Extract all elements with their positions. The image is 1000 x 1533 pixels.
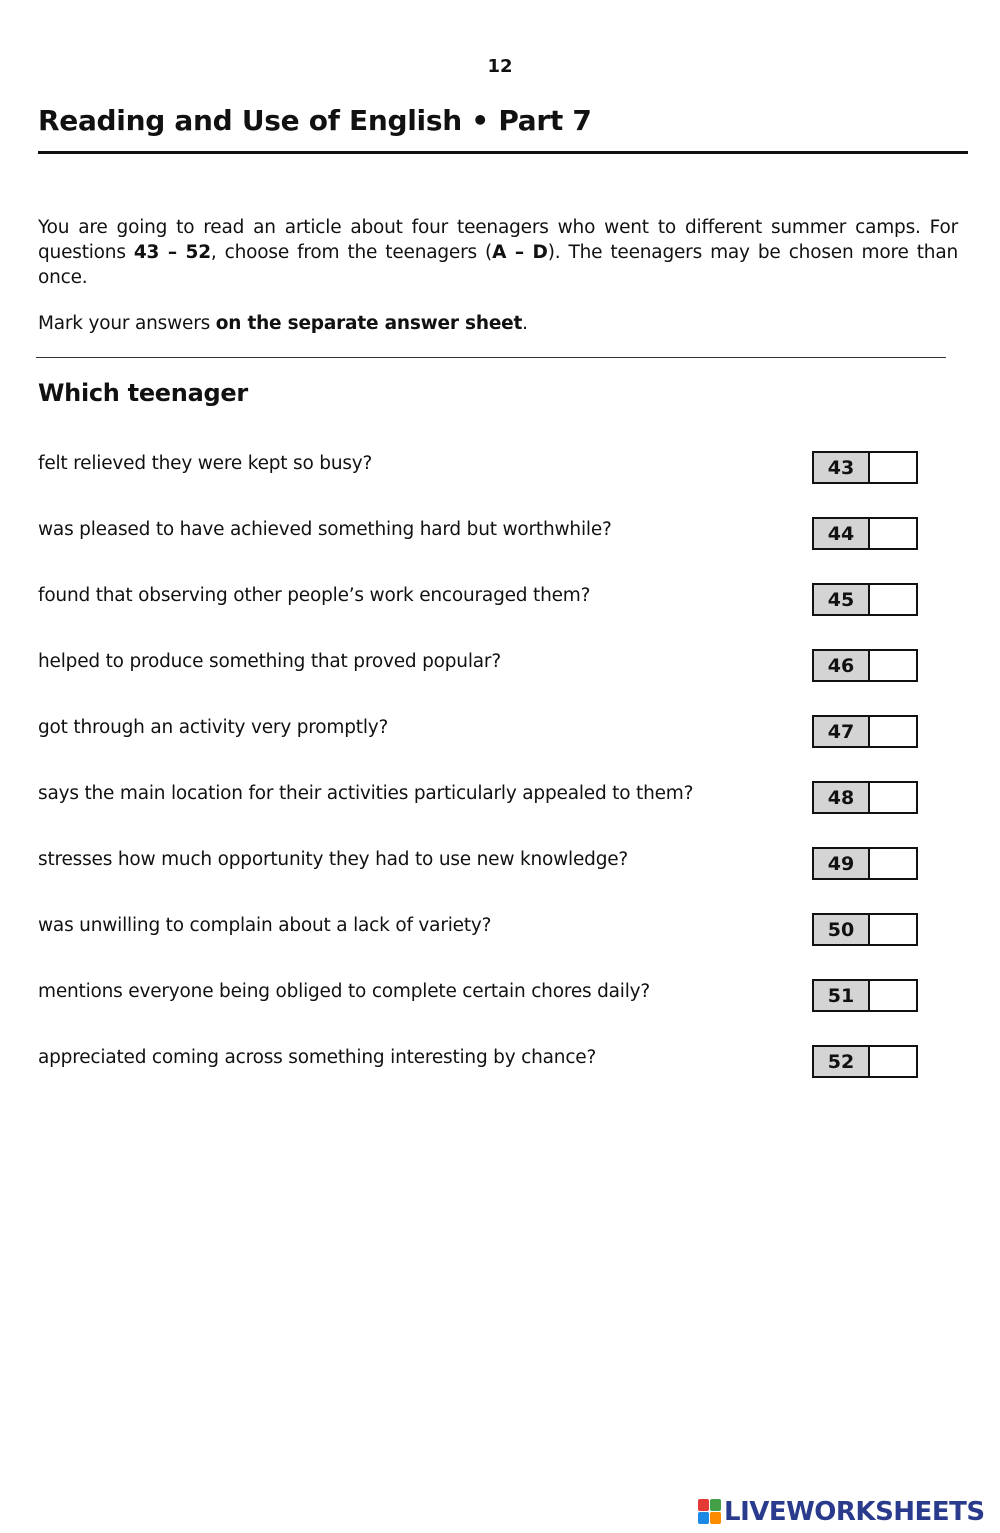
answer-box (812, 979, 918, 1012)
question-text: says the main location for their activities particularly appealed to them? (38, 783, 694, 804)
answer-input[interactable] (870, 849, 916, 878)
liveworksheets-logo-text: LIVEWORKSHEETS (724, 1497, 985, 1527)
answer-number: 49 (814, 849, 870, 878)
question-text: got through an activity very promptly? (38, 717, 389, 738)
question-row (0, 585, 1000, 621)
question-row (0, 849, 1000, 885)
answer-number: 47 (814, 717, 870, 746)
answer-number: 51 (814, 981, 870, 1010)
question-row (0, 519, 1000, 555)
answer-input[interactable] (870, 651, 916, 680)
answer-number: 43 (814, 453, 870, 482)
instructions-text-3: ). The teenagers may be chosen more than once. (38, 242, 958, 288)
instructions-letter-range: A – D (492, 242, 548, 263)
answer-number: 52 (814, 1047, 870, 1076)
answer-box (812, 451, 918, 484)
question-row (0, 717, 1000, 753)
question-text: felt relieved they were kept so busy? (38, 453, 373, 474)
questions-heading: Which teenager (38, 379, 248, 407)
answer-box (812, 913, 918, 946)
answer-input[interactable] (870, 717, 916, 746)
question-row (0, 1047, 1000, 1083)
answer-box (812, 1045, 918, 1078)
answer-box (812, 715, 918, 748)
answer-input[interactable] (870, 783, 916, 812)
mark-answers-suffix: . (522, 313, 528, 334)
answer-box (812, 847, 918, 880)
answer-number: 44 (814, 519, 870, 548)
answer-input[interactable] (870, 981, 916, 1010)
question-row (0, 453, 1000, 489)
answer-input[interactable] (870, 585, 916, 614)
mark-answers-prefix: Mark your answers (38, 313, 216, 334)
question-row (0, 981, 1000, 1017)
mark-answers-instruction (38, 313, 528, 334)
question-row (0, 783, 1000, 819)
instructions-divider (36, 357, 946, 358)
answer-number: 46 (814, 651, 870, 680)
question-text: stresses how much opportunity they had to use new knowledge? (38, 849, 629, 870)
instructions-paragraph (38, 215, 958, 290)
instructions-text-1: You are going to read an article about four teenagers who went to different summer camps. For questions (38, 217, 958, 263)
question-row (0, 651, 1000, 687)
question-text: helped to produce something that proved popular? (38, 651, 501, 672)
page-number: 12 (487, 56, 513, 77)
question-text: found that observing other people’s work encouraged them? (38, 585, 591, 606)
answer-number: 50 (814, 915, 870, 944)
answer-input[interactable] (870, 453, 916, 482)
question-text: was unwilling to complain about a lack of variety? (38, 915, 492, 936)
question-text: appreciated coming across something interesting by chance? (38, 1047, 597, 1068)
answer-number: 45 (814, 585, 870, 614)
title-divider (38, 151, 968, 154)
answer-box (812, 517, 918, 550)
instructions-question-range: 43 – 52 (133, 242, 211, 263)
answer-box (812, 583, 918, 616)
answer-input[interactable] (870, 1047, 916, 1076)
liveworksheets-logo-icon (698, 1499, 722, 1525)
question-text: was pleased to have achieved something hard but worthwhile? (38, 519, 612, 540)
question-text: mentions everyone being obliged to complete certain chores daily? (38, 981, 651, 1002)
mark-answers-bold: on the separate answer sheet (215, 313, 523, 334)
answer-box (812, 781, 918, 814)
answer-box (812, 649, 918, 682)
instructions-text-2: , choose from the teenagers ( (210, 242, 493, 263)
answer-input[interactable] (870, 915, 916, 944)
answer-number: 48 (814, 783, 870, 812)
section-title: Reading and Use of English • Part 7 (38, 104, 592, 137)
liveworksheets-logo[interactable] (698, 1497, 985, 1527)
answer-input[interactable] (870, 519, 916, 548)
question-row (0, 915, 1000, 951)
